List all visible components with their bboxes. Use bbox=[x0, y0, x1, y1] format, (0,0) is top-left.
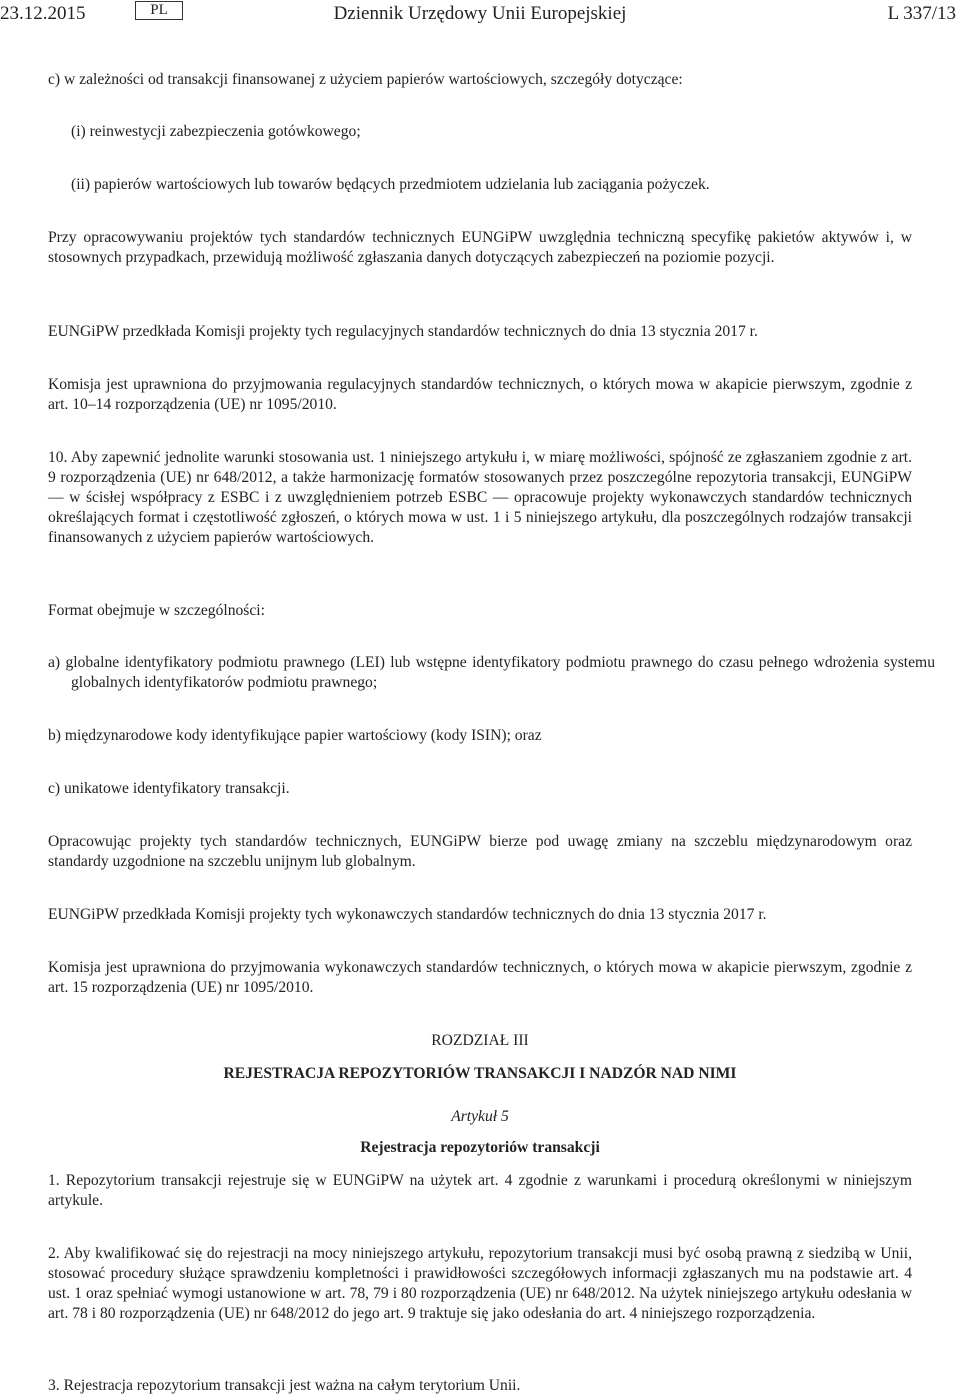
format-item-b: b) międzynarodowe kody identyfikujące papier wartościowy (kody ISIN); oraz bbox=[48, 727, 542, 744]
language-badge: PL bbox=[135, 1, 183, 20]
point-c-intro: c) w zależności od transakcji finansowanej z użyciem papierów wartościowych, szczegóły dotyczące: bbox=[48, 71, 683, 88]
format-item-a: a) globalne identyfikatory podmiotu prawnego (LEI) lub wstępne identyfikatory podmiotu prawnego do czasu pełnego wdrożenia systemu globalnych identyfikatorów podmiotu prawnego; bbox=[48, 654, 935, 691]
chapter-title: REJESTRACJA REPOZYTORIÓW TRANSAKCJI I NADZÓR NAD NIMI bbox=[223, 1065, 737, 1082]
article-para-1: 1. Repozytorium transakcji rejestruje się w EUNGiPW na użytek art. 4 zgodnie z warunkami i procedurą określonymi w niniejszym artykule. bbox=[48, 1172, 912, 1209]
chapter-number: ROZDZIAŁ III bbox=[431, 1032, 529, 1049]
paragraph-deadline-rts: EUNGiPW przedkłada Komisji projekty tych regulacyjnych standardów technicznych do dnia 13 stycznia 2017 r. bbox=[48, 323, 758, 340]
paragraph-international: Opracowując projekty tych standardów technicznych, EUNGiPW bierze pod uwagę zmiany na szczeblu międzynarodowym oraz standardy uzgodnione na szczeblu unijnym lub globalnym. bbox=[48, 833, 912, 870]
article-para-3: 3. Rejestracja repozytorium transakcji jest ważna na całym terytorium Unii. bbox=[48, 1377, 521, 1394]
point-c-i: (i) reinwestycji zabezpieczenia gotówkowego; bbox=[71, 123, 361, 140]
paragraph-10: 10. Aby zapewnić jednolite warunki stosowania ust. 1 niniejszego artykułu i, w miarę możliwości, spójność ze zgłaszaniem zgodnie z art. 9 rozporządzenia (UE) nr 648/2012, a także harmonizację formatów stosowanych przez poszczególne repozytoria transakcji, EUNGiPW — w ścisłej współpracy z ESBC i z uwzględnieniem potrzeb ESBC — opracowuje projekty wykonawczych standardów technicznych określających format i częstotliwość zgłoszeń, o których mowa w ust. 1 i 5 niniejszego artykułu, dla poszczególnych rodzajów transakcji finansowanych z użyciem papierów wartościowych. bbox=[48, 449, 912, 546]
article-title: Rejestracja repozytoriów transakcji bbox=[360, 1139, 600, 1156]
article-number: Artykuł 5 bbox=[451, 1108, 509, 1125]
paragraph-deadline-its: EUNGiPW przedkłada Komisji projekty tych wykonawczych standardów technicznych do dnia 13 stycznia 2017 r. bbox=[48, 906, 767, 923]
article-para-2: 2. Aby kwalifikować się do rejestracji na mocy niniejszego artykułu, repozytorium transakcji musi być osobą prawną z siedzibą w Unii, stosować procedury służące sprawdzeniu kompletności i prawidłowości szczegółowych informacji zgłaszanych mu na podstawie art. 4 ust. 1 oraz spełniać wymogi ustanowione w art. 78, 79 i 80 rozporządzenia (UE) nr 648/2012. Na użytek niniejszego artykułu odesłania w art. 78 i 80 rozporządzenia (UE) nr 648/2012 do jego art. 9 traktuje się jako odesłania do art. 4 niniejszego rozporządzenia. bbox=[48, 1245, 912, 1322]
point-c-ii: (ii) papierów wartościowych lub towarów będących przedmiotem udzielania lub zaciągania pożyczek. bbox=[71, 176, 710, 193]
publication-date: 23.12.2015 bbox=[0, 3, 86, 24]
format-item-c: c) unikatowe identyfikatory transakcji. bbox=[48, 780, 290, 797]
journal-title: Dziennik Urzędowy Unii Europejskiej bbox=[333, 3, 627, 24]
format-intro: Format obejmuje w szczególności: bbox=[48, 602, 265, 619]
page-number: L 337/13 bbox=[887, 3, 956, 24]
journal-header bbox=[0, 0, 960, 30]
paragraph-commission-rts: Komisja jest uprawniona do przyjmowania regulacyjnych standardów technicznych, o których mowa w akapicie pierwszym, zgodnie z art. 10–14 rozporządzenia (UE) nr 1095/2010. bbox=[48, 376, 912, 413]
paragraph-commission-its: Komisja jest uprawniona do przyjmowania wykonawczych standardów technicznych, o których mowa w akapicie pierwszym, zgodnie z art. 15 rozporządzenia (UE) nr 1095/2010. bbox=[48, 959, 912, 996]
paragraph-pakiety: Przy opracowywaniu projektów tych standardów technicznych EUNGiPW uwzględnia techniczną specyfikę pakietów aktywów i, w stosownych przypadkach, przewidują możliwość zgłaszania danych dotyczących zabezpieczeń na poziomie pozycji. bbox=[48, 229, 912, 266]
